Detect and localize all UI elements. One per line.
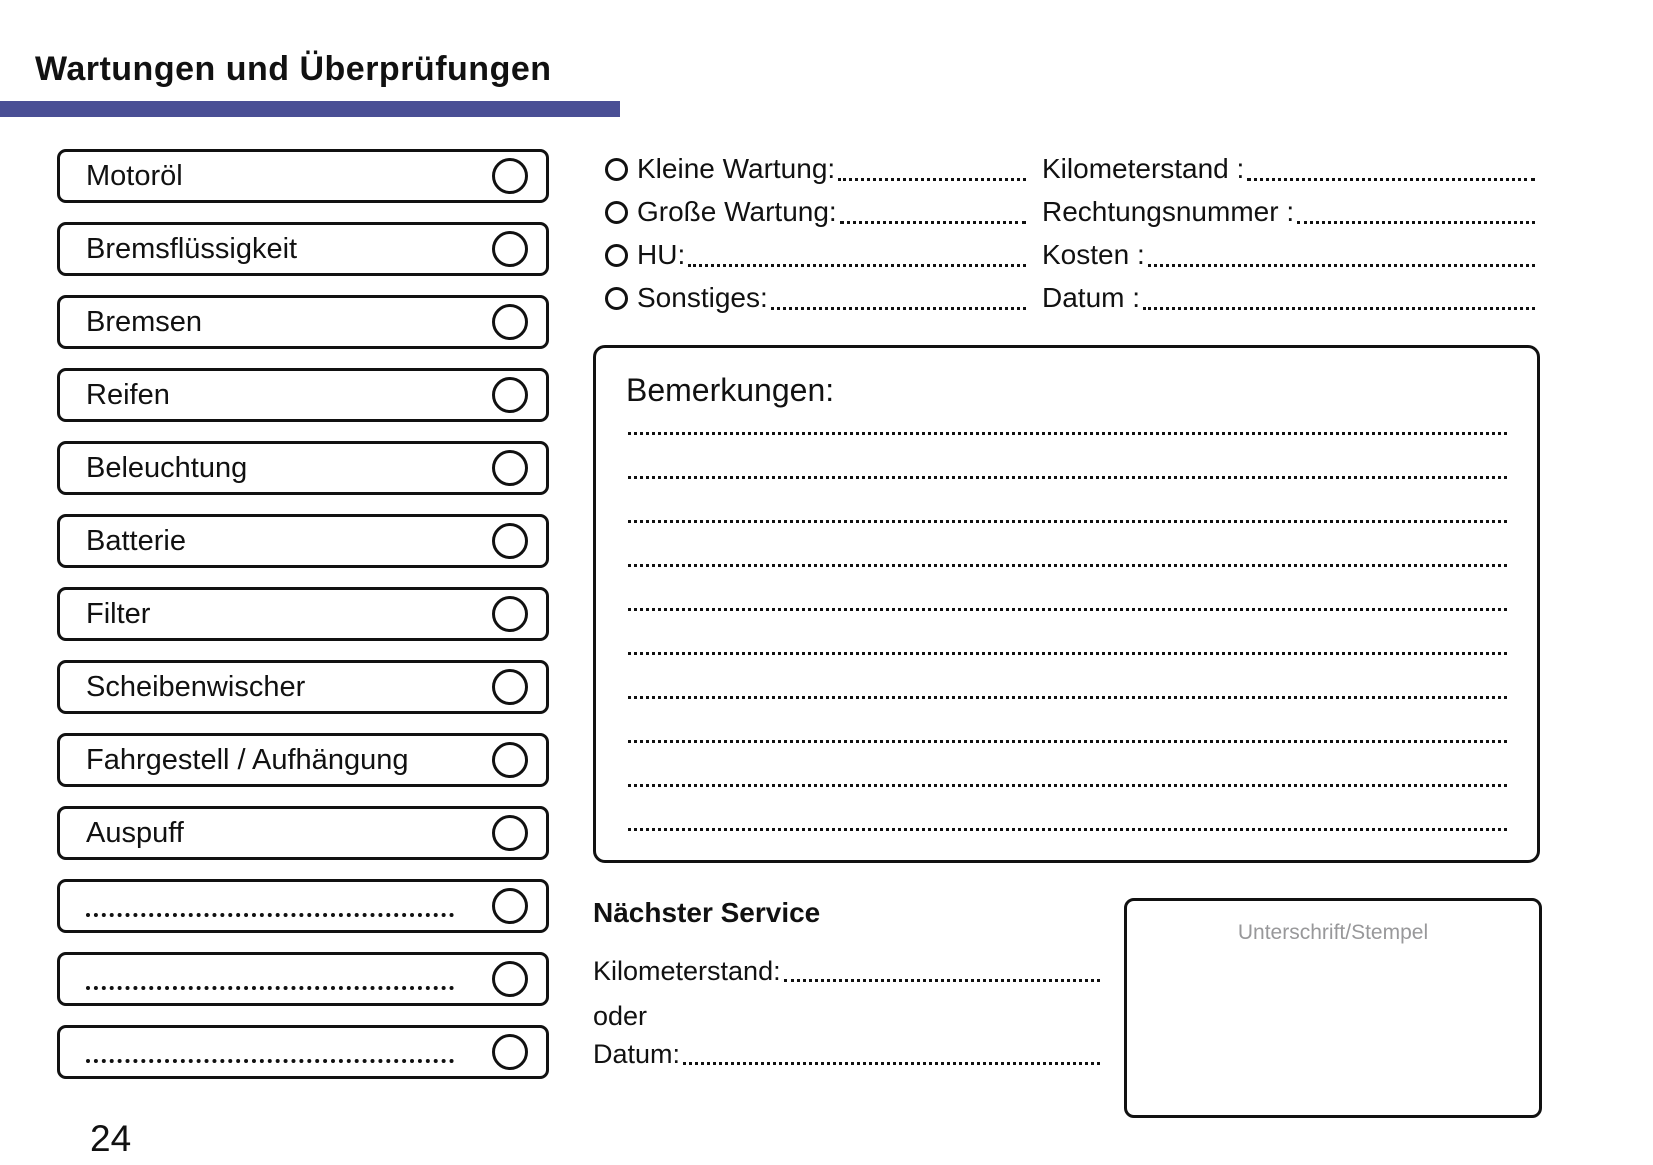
page-number: 24 <box>90 1118 132 1159</box>
service-type-label: HU: <box>637 239 686 270</box>
checklist-item-label: Scheibenwischer <box>86 670 306 703</box>
page-title: Wartungen und Überprüfungen <box>35 50 552 88</box>
dotted-write-in-line[interactable] <box>771 307 1026 310</box>
checklist-item-label: Beleuchtung <box>86 451 248 484</box>
checklist-item-label: Batterie <box>86 524 186 557</box>
signature-stamp-label: Unterschrift/Stempel <box>1237 921 1429 944</box>
service-detail-row <box>1042 238 1535 272</box>
dotted-write-in-line[interactable] <box>1297 221 1535 224</box>
service-detail-label: Rechtungsnummer : <box>1042 196 1295 227</box>
dotted-write-in-line[interactable] <box>840 221 1026 224</box>
checklist-row <box>57 149 549 203</box>
checkbox-circle[interactable] <box>492 742 528 778</box>
checklist-item-label: Bremsflüssigkeit <box>86 232 298 265</box>
checkbox-circle[interactable] <box>492 596 528 632</box>
checklist-blank-write-in-line[interactable] <box>86 986 454 990</box>
radio-circle[interactable] <box>605 244 628 267</box>
checklist-row <box>57 368 549 422</box>
service-detail-row <box>1042 195 1535 229</box>
service-type-row <box>605 152 1026 186</box>
remarks-write-in-line[interactable] <box>628 476 1507 479</box>
checklist-row-blank <box>57 879 549 933</box>
remarks-write-in-line[interactable] <box>628 608 1507 611</box>
checkbox-circle[interactable] <box>492 815 528 851</box>
checklist-blank-write-in-line[interactable] <box>86 913 454 917</box>
service-type-label: Sonstiges: <box>637 282 768 313</box>
remarks-write-in-line[interactable] <box>628 520 1507 523</box>
radio-circle[interactable] <box>605 287 628 310</box>
checklist-row <box>57 514 549 568</box>
checklist-item-label: Bremsen <box>86 305 203 338</box>
radio-circle[interactable] <box>605 158 628 181</box>
accent-bar <box>0 101 620 117</box>
checklist-item-label: Reifen <box>86 378 170 411</box>
service-detail-row <box>1042 281 1535 315</box>
dotted-write-in-line[interactable] <box>1148 264 1535 267</box>
next-service-or-label: oder <box>593 1001 648 1031</box>
service-detail-row <box>1042 152 1535 186</box>
checklist-row <box>57 295 549 349</box>
checkbox-circle[interactable] <box>492 961 528 997</box>
dotted-write-in-line[interactable] <box>683 1062 1100 1065</box>
checklist-item-label: Motoröl <box>86 159 183 192</box>
service-detail-label: Datum : <box>1042 282 1141 313</box>
checkbox-circle[interactable] <box>492 888 528 924</box>
dotted-write-in-line[interactable] <box>688 264 1026 267</box>
checklist-row <box>57 441 549 495</box>
radio-circle[interactable] <box>605 201 628 224</box>
checklist-row <box>57 733 549 787</box>
checklist-row-blank <box>57 1025 549 1079</box>
dotted-write-in-line[interactable] <box>1143 307 1535 310</box>
dotted-write-in-line[interactable] <box>1247 178 1535 181</box>
remarks-write-in-line[interactable] <box>628 696 1507 699</box>
checklist-item-label: Auspuff <box>86 816 184 849</box>
dotted-write-in-line[interactable] <box>838 178 1026 181</box>
service-type-row <box>605 238 1026 272</box>
next-service-heading: Nächster Service <box>593 897 821 928</box>
next-service-km-row <box>593 955 1100 987</box>
dotted-write-in-line[interactable] <box>784 979 1100 982</box>
service-type-row <box>605 195 1026 229</box>
signature-stamp-box[interactable] <box>1124 898 1542 1118</box>
service-detail-label: Kilometerstand : <box>1042 153 1245 184</box>
remarks-box <box>593 345 1540 863</box>
remarks-write-in-line[interactable] <box>628 564 1507 567</box>
checklist-item-label: Filter <box>86 597 151 630</box>
checklist-row <box>57 222 549 276</box>
remarks-write-in-line[interactable] <box>628 652 1507 655</box>
checklist-item-label: Fahrgestell / Aufhängung <box>86 743 409 776</box>
checkbox-circle[interactable] <box>492 669 528 705</box>
checkbox-circle[interactable] <box>492 304 528 340</box>
checkbox-circle[interactable] <box>492 1034 528 1070</box>
service-type-row <box>605 281 1026 315</box>
checkbox-circle[interactable] <box>492 450 528 486</box>
remarks-write-in-line[interactable] <box>628 432 1507 435</box>
checkbox-circle[interactable] <box>492 523 528 559</box>
checkbox-circle[interactable] <box>492 158 528 194</box>
next-service-date-label: Datum: <box>593 1038 681 1069</box>
remarks-heading: Bemerkungen: <box>626 372 835 408</box>
service-type-label: Große Wartung: <box>637 196 837 227</box>
checklist-row <box>57 660 549 714</box>
remarks-write-in-line[interactable] <box>628 740 1507 743</box>
checklist-row <box>57 587 549 641</box>
remarks-write-in-line[interactable] <box>628 784 1507 787</box>
checklist-row <box>57 806 549 860</box>
checklist-blank-write-in-line[interactable] <box>86 1059 454 1063</box>
remarks-write-in-line[interactable] <box>628 828 1507 831</box>
checkbox-circle[interactable] <box>492 377 528 413</box>
service-detail-label: Kosten : <box>1042 239 1145 270</box>
checklist-row-blank <box>57 952 549 1006</box>
service-type-label: Kleine Wartung: <box>637 153 836 184</box>
next-service-date-row <box>593 1038 1100 1070</box>
checkbox-circle[interactable] <box>492 231 528 267</box>
next-service-km-label: Kilometerstand: <box>593 955 781 986</box>
